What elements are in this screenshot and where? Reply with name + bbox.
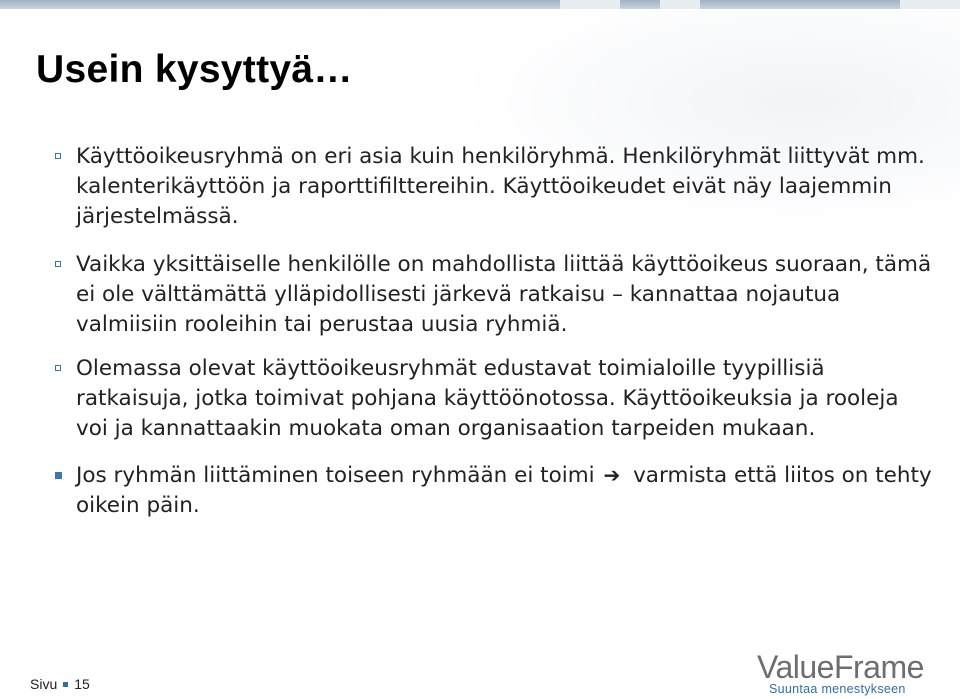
top-bar-segment — [560, 0, 620, 9]
bullet-item — [52, 142, 932, 232]
bullet-text: Jos ryhmän liittäminen toiseen ryhmään ei toimi — [76, 463, 595, 488]
footer-square-icon — [63, 682, 68, 687]
top-bar-segment — [660, 0, 700, 9]
bullet-text: Käyttöoikeusryhmä on eri asia kuin henkilöryhmä. Henkilöryhmät liittyvät mm. kalenterikäyttöön ja raporttifilttereihin. Käyttöoikeudet eivät näy laajemmin järjestelmässä. — [76, 144, 925, 229]
top-bar-segment — [900, 0, 960, 9]
logo-name-part1: Value — [757, 649, 834, 685]
bullet-square-icon — [55, 365, 61, 371]
bullet-item — [52, 354, 932, 444]
bullet-text: Vaikka yksittäiselle henkilölle on mahdollista liittää käyttöoikeus suoraan, tämä ei ole välttämättä ylläpidollisesti järkevä ratkaisu – kannattaa nojautua valmiisiin rooleihin tai perustaa uusia ryhmiä. — [76, 252, 932, 337]
valueframe-logo — [757, 649, 932, 696]
top-decorative-bar — [0, 0, 960, 9]
slide-title: Usein kysyttyä… — [36, 48, 353, 91]
logo-name-part2: Frame — [833, 649, 924, 685]
page-label: Sivu — [30, 676, 58, 692]
bullet-list — [52, 142, 932, 535]
logo-wordmark — [757, 649, 932, 685]
bullet-item — [52, 460, 932, 521]
logo-tagline: Suuntaa menestykseen — [769, 682, 906, 696]
bullet-square-icon — [55, 261, 61, 267]
page-number-footer — [30, 676, 90, 692]
arrow-right-icon: ➔ — [603, 463, 621, 487]
bullet-square-icon — [55, 472, 62, 479]
bullet-item — [52, 250, 932, 340]
bullet-text: varmista että liitos on tehty oikein päin. — [76, 463, 932, 518]
bullet-square-icon — [55, 153, 61, 159]
bullet-text: Olemassa olevat käyttöoikeusryhmät edustavat toimialoille tyypillisiä ratkaisuja, jotka toimivat pohjana käyttöönotossa. Käyttöoikeuksia ja rooleja voi ja kannattaakin muokata oman organisaation tarpeiden mukaan. — [76, 356, 899, 441]
page-number: 15 — [74, 676, 90, 692]
